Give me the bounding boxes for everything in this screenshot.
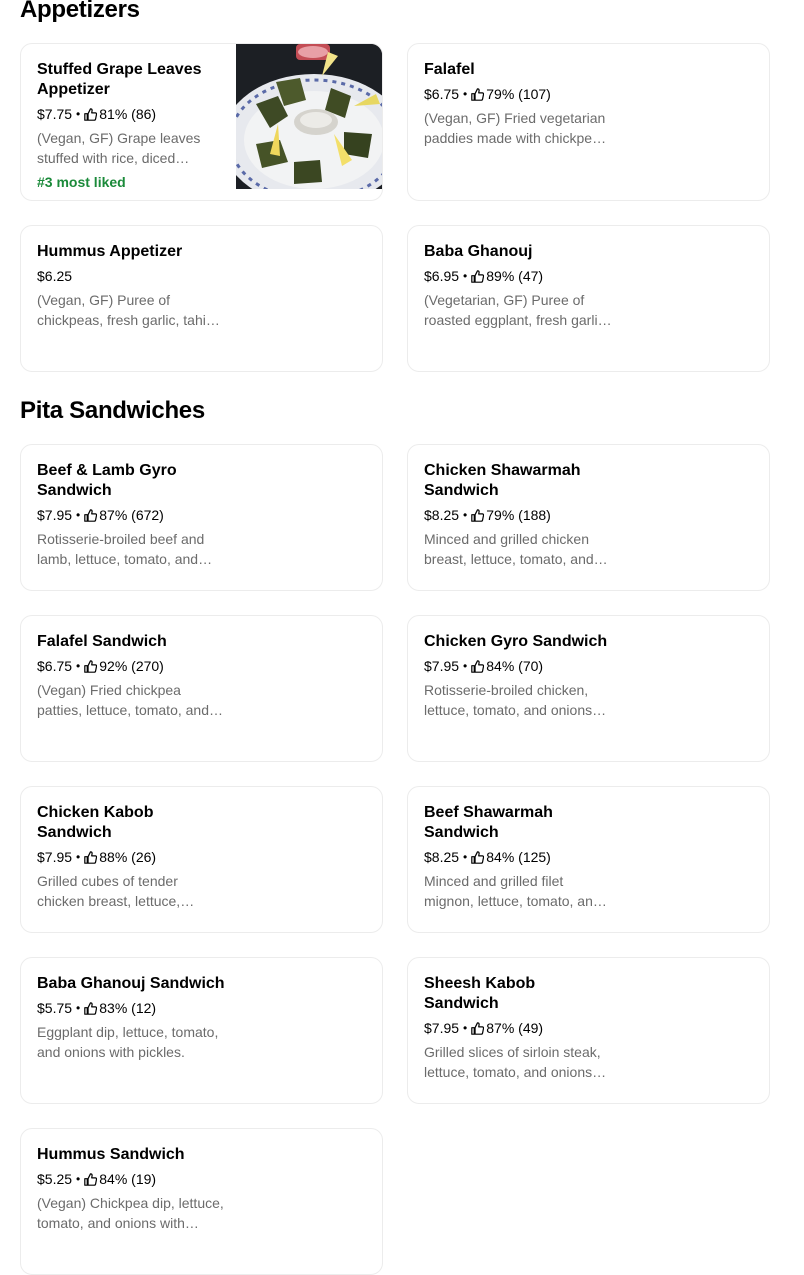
thumbs-up-icon <box>84 851 97 864</box>
separator-dot: • <box>463 1021 468 1035</box>
thumbs-up-icon <box>471 851 484 864</box>
menu-item-card[interactable] <box>20 957 383 1104</box>
item-name: Falafel Sandwich <box>37 633 167 650</box>
separator-dot: • <box>76 850 81 864</box>
item-meta <box>424 1018 612 1038</box>
separator-dot: • <box>76 508 81 522</box>
item-rating: 87% (672) <box>99 507 164 523</box>
item-rating: 83% (12) <box>99 1000 157 1016</box>
item-meta <box>37 656 225 676</box>
item-description: Rotisserie-broiled chicken, lettuce, tomato, and onions <box>424 682 593 718</box>
menu-item-card[interactable] <box>20 615 383 762</box>
item-rating: 84% (70) <box>486 658 544 674</box>
thumbs-up-icon <box>471 509 484 522</box>
thumbs-up-icon <box>471 1022 484 1035</box>
item-price: $5.75 <box>37 1000 73 1016</box>
thumbs-up-icon <box>84 1002 97 1015</box>
section-title-pita-sandwiches: Pita Sandwiches <box>20 397 205 424</box>
thumbs-up-icon <box>84 509 97 522</box>
item-meta <box>424 847 612 867</box>
menu-item-card[interactable] <box>20 1128 383 1275</box>
separator-dot: • <box>76 659 81 673</box>
item-name: Sheesh Kabob Sandwich <box>424 975 536 1012</box>
item-price: $6.75 <box>37 658 73 674</box>
item-description: (Vegetarian, GF) Puree of roasted eggplant, fresh garlic, <box>424 292 609 328</box>
item-description: (Vegan) Chickpea dip, lettuce, tomato, and onions with <box>37 1195 224 1231</box>
separator-dot: • <box>76 107 81 121</box>
item-name: Stuffed Grape Leaves Appetizer <box>37 61 202 98</box>
item-price: $7.95 <box>424 658 460 674</box>
item-name: Beef Shawarmah Sandwich <box>424 804 553 841</box>
item-meta <box>37 1169 225 1189</box>
item-name: Hummus Appetizer <box>37 243 183 260</box>
item-photo <box>236 44 382 189</box>
item-name: Chicken Gyro Sandwich <box>424 633 608 650</box>
item-rating: 81% (86) <box>99 106 157 122</box>
item-description: Rotisserie-broiled beef and lamb, lettuce, tomato, and <box>37 531 205 567</box>
item-name: Chicken Shawarmah Sandwich <box>424 462 581 499</box>
thumbs-up-icon <box>84 660 97 673</box>
item-price: $5.25 <box>37 1171 73 1187</box>
item-meta <box>37 266 225 286</box>
item-meta <box>37 998 225 1018</box>
item-rating: 88% (26) <box>99 849 157 865</box>
separator-dot: • <box>76 1001 81 1015</box>
item-description: Minced and grilled filet mignon, lettuce, tomato, and <box>424 873 601 909</box>
item-name: Chicken Kabob Sandwich <box>37 804 154 841</box>
item-rating: 84% (19) <box>99 1171 157 1187</box>
thumbs-up-icon <box>471 270 484 283</box>
separator-dot: • <box>76 1172 81 1186</box>
item-rating: 89% (47) <box>486 268 544 284</box>
item-description: (Vegan, GF) Puree of chickpeas, fresh garlic, tahini <box>37 292 217 328</box>
item-meta <box>424 84 612 104</box>
separator-dot: • <box>463 269 468 283</box>
item-meta <box>37 505 225 525</box>
menu-item-card[interactable] <box>407 957 770 1104</box>
separator-dot: • <box>463 659 468 673</box>
item-description: Grilled cubes of tender chicken breast, lettuce, <box>37 873 181 909</box>
menu-item-card[interactable] <box>407 225 770 372</box>
menu-item-card[interactable] <box>20 444 383 591</box>
item-price: $8.25 <box>424 507 460 523</box>
item-description: Eggplant dip, lettuce, tomato, and onions with pickles. <box>37 1024 219 1060</box>
item-name: Falafel <box>424 61 475 78</box>
menu-item-card[interactable] <box>407 43 770 201</box>
most-liked-badge: #3 most liked <box>37 174 126 190</box>
separator-dot: • <box>463 87 468 101</box>
item-description: (Vegan) Fried chickpea patties, lettuce, tomato, and <box>37 682 209 718</box>
separator-dot: • <box>463 508 468 522</box>
item-rating: 79% (188) <box>486 507 551 523</box>
item-meta <box>37 104 225 124</box>
item-price: $6.95 <box>424 268 460 284</box>
item-rating: 87% (49) <box>486 1020 544 1036</box>
menu-item-card[interactable] <box>407 444 770 591</box>
item-meta <box>424 656 612 676</box>
item-name: Hummus Sandwich <box>37 1146 185 1163</box>
item-price: $7.75 <box>37 106 73 122</box>
item-meta <box>424 505 612 525</box>
thumbs-up-icon <box>471 88 484 101</box>
item-description: Minced and grilled chicken breast, lettuce, tomato, and <box>424 531 594 567</box>
item-name: Baba Ghanouj Sandwich <box>37 975 225 992</box>
item-rating: 79% (107) <box>486 86 551 102</box>
item-rating: 84% (125) <box>486 849 551 865</box>
section-title-appetizers: Appetizers <box>20 0 140 23</box>
item-price: $6.25 <box>37 268 73 284</box>
thumbs-up-icon <box>471 660 484 673</box>
menu-item-card[interactable] <box>407 615 770 762</box>
item-meta <box>37 847 225 867</box>
item-description: Grilled slices of sirloin steak, lettuce, tomato, and onions <box>424 1044 601 1080</box>
menu-item-card[interactable] <box>20 786 383 933</box>
thumbs-up-icon <box>84 108 97 121</box>
item-name: Baba Ghanouj <box>424 243 533 260</box>
item-price: $8.25 <box>424 849 460 865</box>
menu-item-card[interactable] <box>20 43 383 201</box>
menu-item-card[interactable] <box>20 225 383 372</box>
thumbs-up-icon <box>84 1173 97 1186</box>
item-meta <box>424 266 612 286</box>
item-price: $7.95 <box>424 1020 460 1036</box>
menu-item-card[interactable] <box>407 786 770 933</box>
item-price: $7.95 <box>37 849 73 865</box>
item-rating: 92% (270) <box>99 658 164 674</box>
separator-dot: • <box>463 850 468 864</box>
item-price: $7.95 <box>37 507 73 523</box>
item-name: Beef & Lamb Gyro Sandwich <box>37 462 177 499</box>
item-description: (Vegan, GF) Fried vegetarian paddies made with chickpeas <box>424 110 607 146</box>
item-description: (Vegan, GF) Grape leaves stuffed with rice, diced <box>37 130 201 166</box>
item-price: $6.75 <box>424 86 460 102</box>
